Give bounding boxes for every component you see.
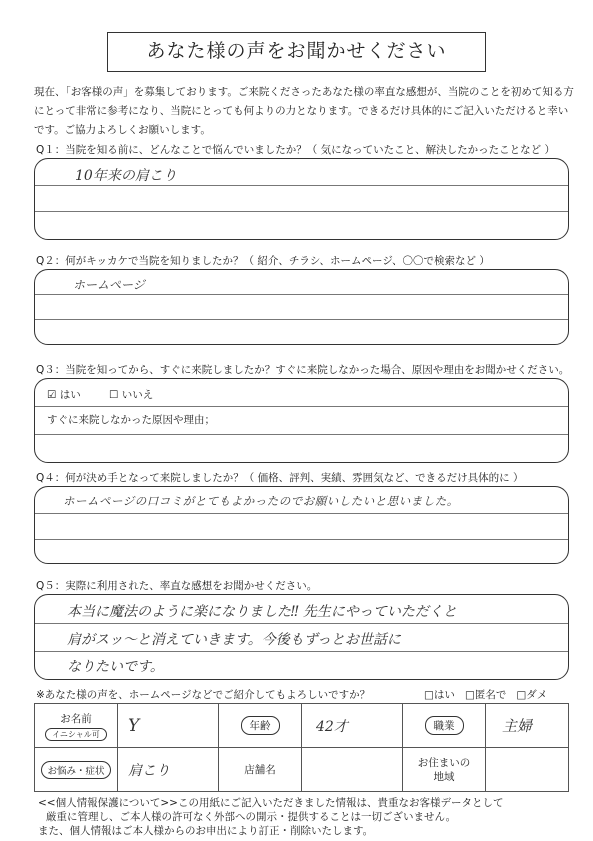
empty-box-icon: ☐ bbox=[109, 389, 119, 401]
q3-yes-checkbox[interactable] bbox=[47, 387, 81, 402]
ruled-line bbox=[35, 211, 568, 212]
q5-answer-box[interactable] bbox=[34, 594, 569, 680]
q5-answer-line-2: 肩がスッ〜と消えていきます。今後もずっとお世話に bbox=[67, 632, 401, 648]
area-label-line-1: お住まいの bbox=[417, 756, 471, 769]
store-label: 店舗名 bbox=[244, 764, 276, 776]
age-value-cell[interactable] bbox=[302, 704, 403, 748]
area-label-line-2: 地域 bbox=[433, 770, 455, 783]
privacy-line-1: <<個人情報保護について>>この用紙にご記入いただきました情報は、貴重なお客様データとして bbox=[38, 797, 504, 809]
ruled-line bbox=[35, 434, 568, 435]
privacy-line-3: また、個人情報はご本人様からのお申出により訂正・削除いたします。 bbox=[38, 825, 374, 837]
job-label: 職業 bbox=[425, 716, 464, 735]
q3-yes-label: はい bbox=[59, 389, 81, 401]
checked-box-icon: ☑ bbox=[47, 389, 57, 401]
permission-question: ※あなた様の声を、ホームページなどでご紹介してもよろしいですか？ bbox=[36, 689, 371, 701]
ruled-line bbox=[35, 185, 568, 186]
q5-answer-line-1: 本当に魔法のように楽になりました‼ 先生にやっていただくと bbox=[67, 604, 457, 620]
permission-anonymous-option[interactable]: □匿名で bbox=[464, 689, 507, 701]
ruled-line bbox=[35, 294, 568, 295]
q2-label: Q２：何がキッカケで当院を知りましたか？（ 紹介、チラシ、ホームページ、〇〇で検索など ） bbox=[36, 255, 490, 267]
q4-answer: ホームページの口コミがとてもよかったのでお願いしたいと思いました。 bbox=[63, 494, 459, 508]
area-value-cell[interactable] bbox=[486, 748, 569, 792]
name-label: お名前 bbox=[60, 712, 92, 725]
respondent-info-table bbox=[34, 703, 569, 792]
q5-label: Q５：実際に利用された、率直な感想をお聞かせください。 bbox=[36, 580, 318, 592]
symptom-value-cell[interactable] bbox=[118, 748, 219, 792]
permission-yes-option[interactable]: □はい bbox=[424, 689, 455, 701]
q3-no-checkbox[interactable] bbox=[109, 387, 153, 402]
job-value: 主婦 bbox=[502, 717, 533, 735]
q3-no-label: いいえ bbox=[121, 389, 154, 401]
name-value-cell[interactable] bbox=[118, 704, 219, 748]
ruled-line bbox=[35, 513, 568, 514]
symptom-label: お悩み・症状 bbox=[41, 761, 110, 779]
permission-options bbox=[424, 687, 547, 702]
ruled-line bbox=[35, 623, 568, 624]
name-label-cell bbox=[35, 704, 118, 748]
q3-answer-box[interactable] bbox=[34, 378, 569, 463]
store-label-cell bbox=[219, 748, 302, 792]
intro-text: 現在、「お客様の声」を募集しております。ご来院くださったあなた様の率直な感想が、当院のことを初めて知る方にとって非常に参考になり、当院にとっても何よりの力となります。できるだけ具体的にご記入いただけると幸いです。ご協力よろしくお願いします。 bbox=[34, 86, 574, 136]
ruled-line bbox=[35, 319, 568, 320]
permission-no-option[interactable]: □ダメ bbox=[516, 689, 548, 701]
q2-answer: ホームページ bbox=[73, 278, 145, 292]
privacy-notice bbox=[38, 796, 578, 838]
age-value: 42才 bbox=[316, 718, 348, 735]
q3-reason-label: すぐに来院しなかった原因や理由； bbox=[47, 414, 215, 426]
ruled-line bbox=[35, 539, 568, 540]
q1-answer: 10年来の肩こり bbox=[75, 168, 177, 184]
q2-answer-box[interactable] bbox=[34, 269, 569, 345]
privacy-line-2: 厳重に管理し、ご本人様の許可なく外部への開示・提供することは一切ございません。 bbox=[46, 811, 457, 823]
symptom-value: 肩こり bbox=[128, 762, 170, 779]
q1-label: Q１：当院を知る前に、どんなことで悩んでいましたか？（ 気になっていたこと、解決したかったことなど ） bbox=[36, 144, 555, 156]
initial-ok-badge: イニシャル可 bbox=[45, 728, 107, 741]
q4-label: Q４：何が決め手となって来院しましたか？（ 価格、評判、実績、雰囲気など、できるだけ具体的に ） bbox=[36, 472, 524, 484]
q4-answer-box[interactable] bbox=[34, 486, 569, 564]
age-label: 年齢 bbox=[241, 716, 280, 735]
job-label-cell bbox=[403, 704, 486, 748]
q1-answer-box[interactable] bbox=[34, 158, 569, 240]
store-value-cell[interactable] bbox=[302, 748, 403, 792]
q3-label: Q３：当院を知ってから、すぐに来院しましたか？すぐに来院しなかった場合、原因や理由をお聞かせください。 bbox=[36, 364, 570, 376]
q5-answer-line-3: なりたいです。 bbox=[67, 659, 164, 675]
job-value-cell[interactable] bbox=[486, 704, 569, 748]
ruled-line bbox=[35, 651, 568, 652]
ruled-line bbox=[35, 406, 568, 407]
page-title: あなた様の声をお聞かせください bbox=[107, 32, 486, 72]
age-label-cell bbox=[219, 704, 302, 748]
symptom-label-cell bbox=[35, 748, 118, 792]
area-label-cell bbox=[403, 748, 486, 792]
name-value: Y bbox=[128, 715, 140, 736]
